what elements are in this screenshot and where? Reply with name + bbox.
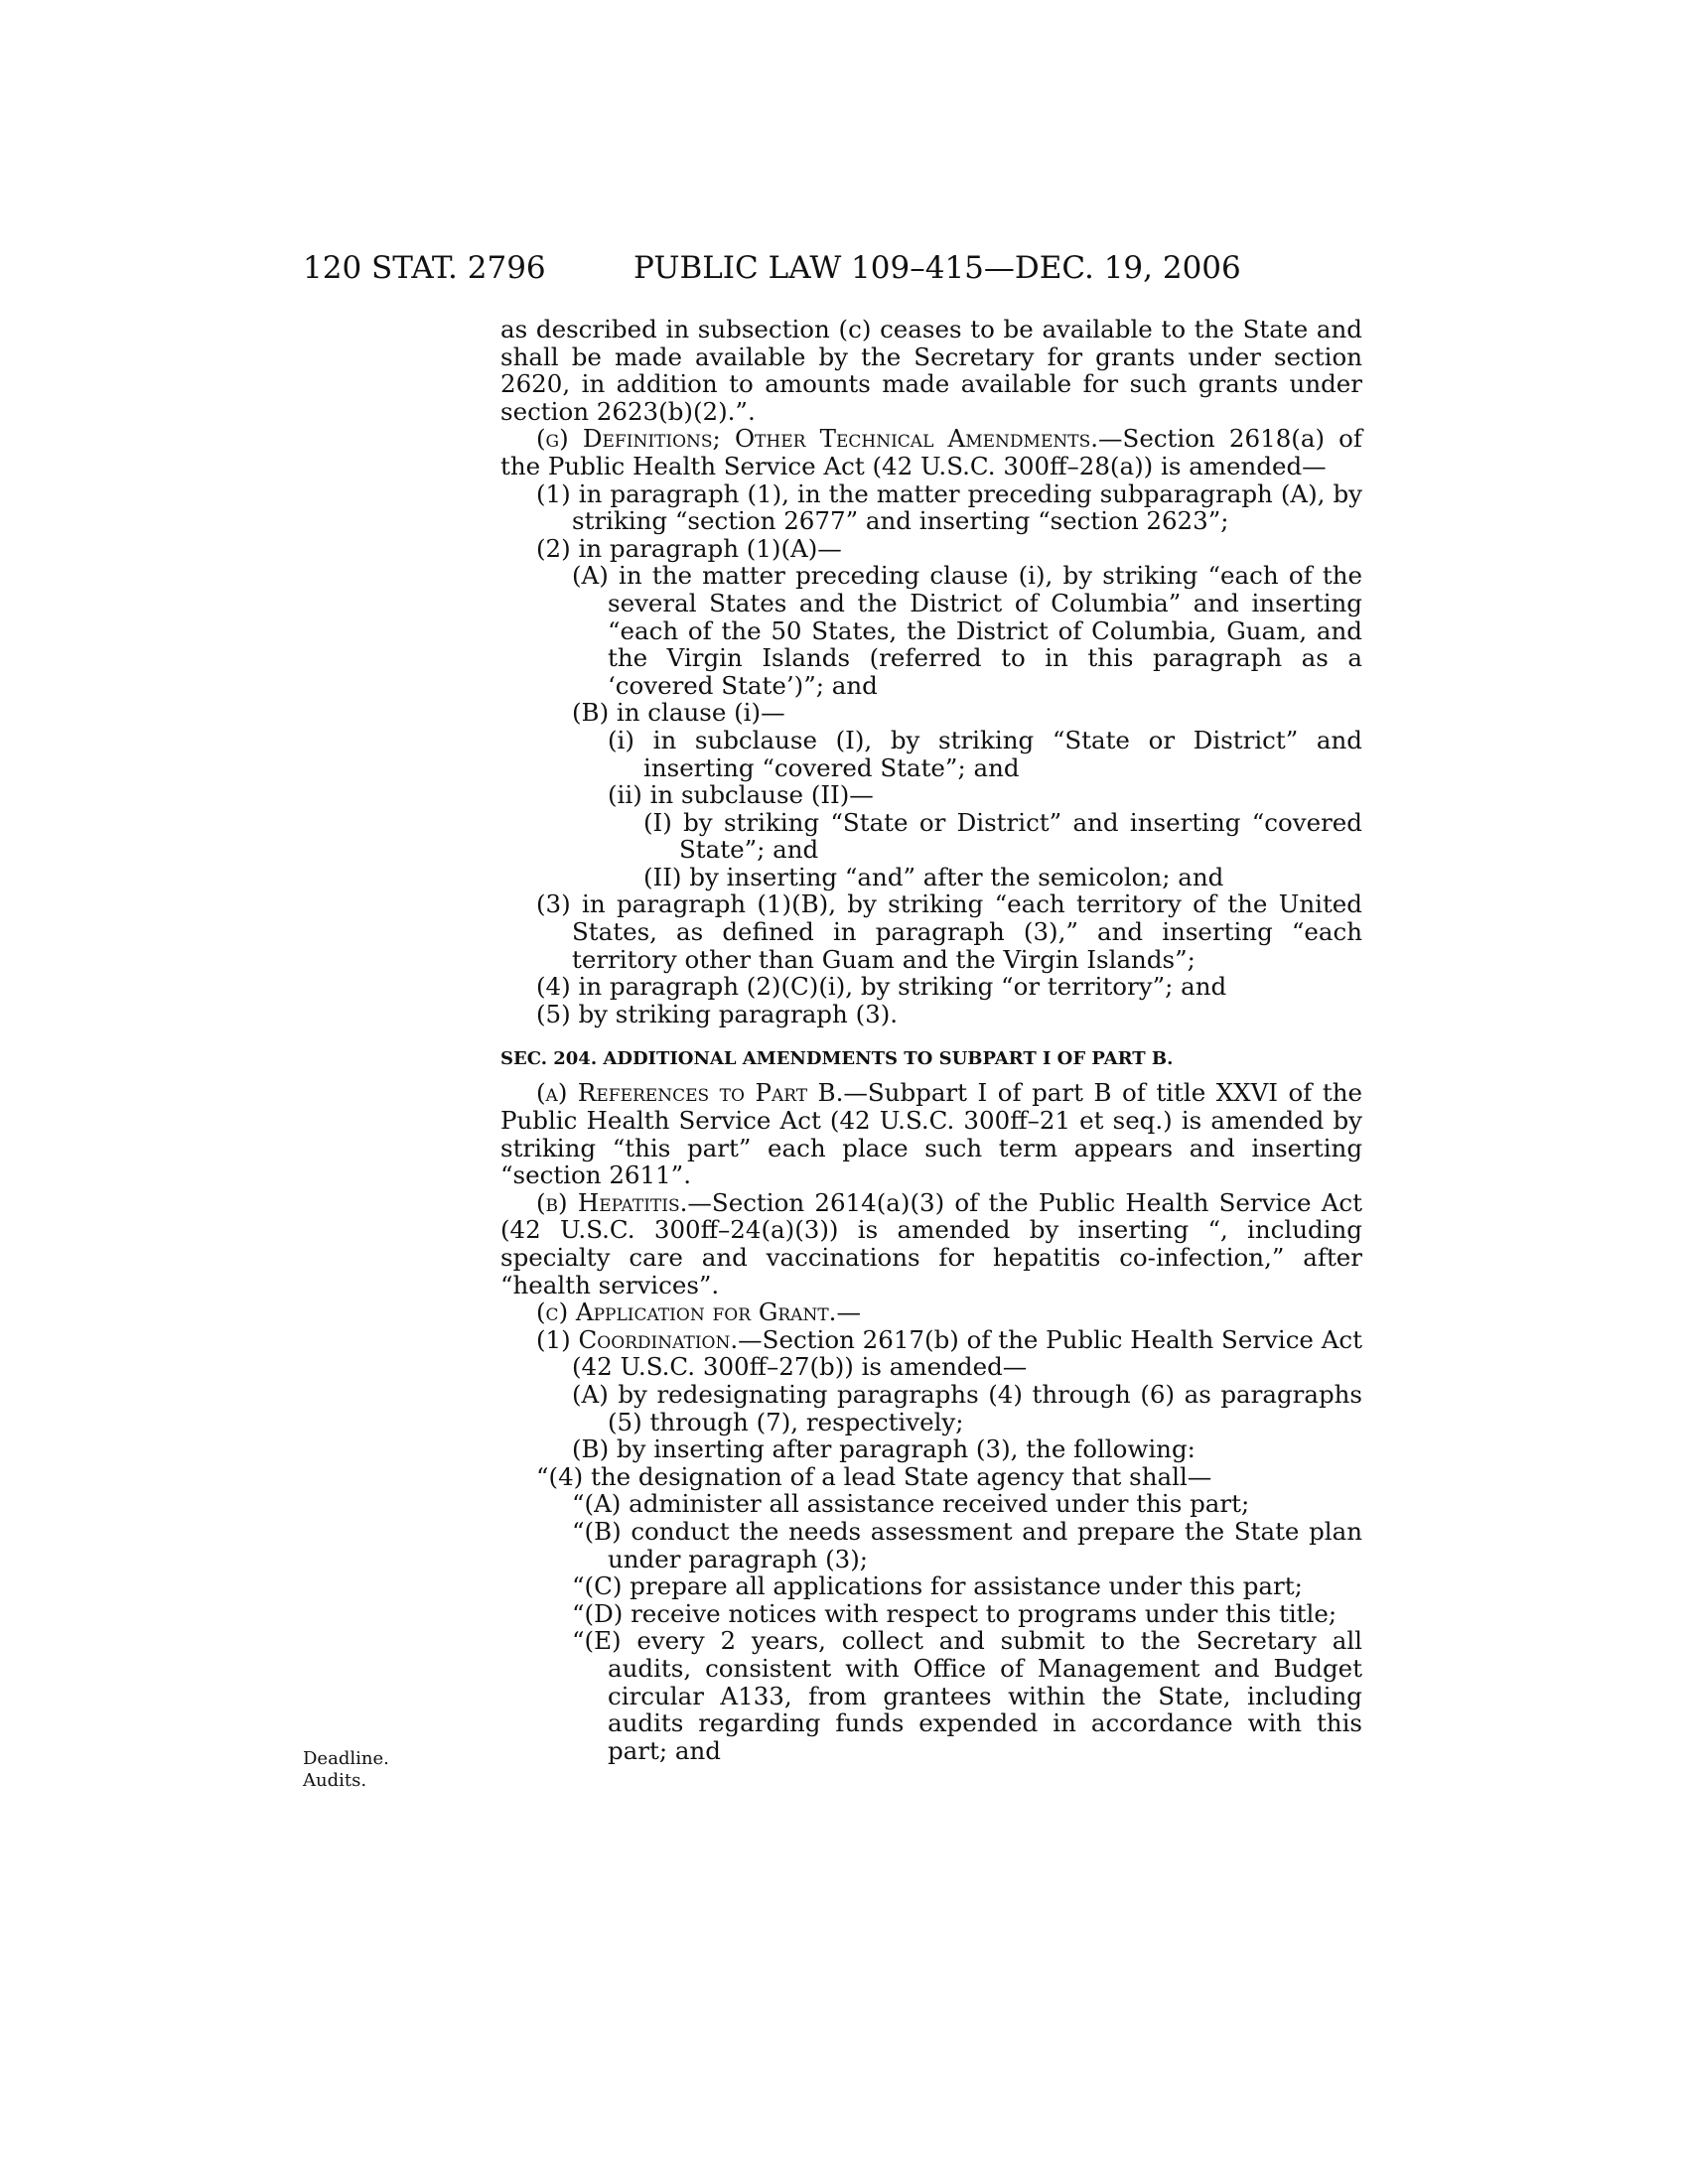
paragraph bbox=[500, 1001, 1362, 1028]
paragraph-text: (B) by inserting after paragraph (3), the following: bbox=[572, 1434, 1196, 1464]
paragraph-text: —Section 2614(a)(3) of the Public Health Service Act (42 U.S.C. 300ff–24(a)(3)) is amended by inserting “, including specialty care and vaccinations for hepatitis co-infection,” after “health services”. bbox=[500, 1187, 1362, 1299]
paragraph bbox=[500, 1572, 1362, 1600]
paragraph bbox=[500, 1326, 1362, 1381]
paragraph-text: “(C) prepare all applications for assistance under this part; bbox=[572, 1571, 1303, 1601]
paragraph bbox=[500, 864, 1362, 891]
paragraph-text: —Section 2617(b) of the Public Health Service Act (42 U.S.C. 300ff–27(b)) is amended— bbox=[572, 1324, 1362, 1382]
paragraph-text: (4) in paragraph (2)(C)(i), by striking “or territory”; and bbox=[536, 972, 1227, 1002]
paragraph-text: “(A) administer all assistance received under this part; bbox=[572, 1489, 1250, 1519]
paragraph-text: — bbox=[836, 1297, 861, 1327]
paragraph bbox=[500, 1189, 1362, 1298]
paragraph-text: (2) in paragraph (1)(A)— bbox=[536, 533, 842, 563]
paragraph-caption: (b) Hepatitis. bbox=[536, 1187, 688, 1217]
paragraph-text: (1) in paragraph (1), in the matter preceding subparagraph (A), by striking “section 2677” and inserting “section 2623”; bbox=[536, 478, 1362, 536]
paragraph bbox=[500, 316, 1362, 425]
section-heading bbox=[500, 1047, 1362, 1071]
paragraph-text: “(D) receive notices with respect to programs under this title; bbox=[572, 1598, 1337, 1628]
paragraph bbox=[500, 890, 1362, 973]
paragraph-text: “(B) conduct the needs assessment and prepare the State plan under paragraph (3); bbox=[572, 1516, 1362, 1573]
paragraph-text: as described in subsection (c) ceases to be available to the State and shall be made available by the Secretary for grants under section 2620, in addition to amounts made available for such grants under section 2623(b)(2).”. bbox=[500, 315, 1362, 426]
body-text bbox=[500, 316, 1362, 1764]
paragraph bbox=[500, 1435, 1362, 1463]
paragraph-text: “(E) every 2 years, collect and submit to the Secretary all audits, consistent with Office of Management and Budget circular A133, from grantees within the State, including audits regarding funds expended in accordance with this part; and bbox=[572, 1626, 1362, 1765]
paragraph bbox=[500, 1463, 1362, 1491]
paragraph bbox=[500, 809, 1362, 864]
paragraph-text: SEC. 204. ADDITIONAL AMENDMENTS TO SUBPART I OF PART B. bbox=[500, 1048, 1174, 1070]
running-header: PUBLIC LAW 109–415—DEC. 19, 2006 bbox=[633, 250, 1241, 286]
paragraph-caption: (a) References to Part B. bbox=[536, 1078, 844, 1108]
paragraph-caption: (1) Coordination. bbox=[536, 1324, 739, 1354]
paragraph-text: “(4) the designation of a lead State agency that shall— bbox=[536, 1461, 1212, 1491]
paragraph-caption: (g) Definitions; Other Technical Amendments. bbox=[536, 424, 1099, 454]
paragraph bbox=[500, 1079, 1362, 1188]
paragraph bbox=[500, 535, 1362, 563]
paragraph-text: (I) by striking “State or District” and inserting “covered State”; and bbox=[643, 807, 1362, 865]
paragraph bbox=[500, 727, 1362, 781]
margin-note: Deadline. bbox=[303, 1748, 389, 1769]
paragraph-text: (A) by redesignating paragraphs (4) through (6) as paragraphs (5) through (7), respectively; bbox=[572, 1379, 1362, 1436]
paragraph bbox=[500, 1627, 1362, 1764]
margin-note: Audits. bbox=[303, 1770, 367, 1791]
paragraph-text: (ii) in subclause (II)— bbox=[608, 780, 874, 810]
paragraph-caption: (c) Application for Grant. bbox=[536, 1297, 837, 1327]
paragraph-text: (5) by striking paragraph (3). bbox=[536, 999, 899, 1028]
paragraph bbox=[500, 1298, 1362, 1326]
statute-page-number: 120 STAT. 2796 bbox=[303, 250, 546, 286]
paragraph bbox=[500, 562, 1362, 699]
paragraph bbox=[500, 1490, 1362, 1518]
paragraph-text: (B) in clause (i)— bbox=[572, 698, 785, 728]
paragraph bbox=[500, 973, 1362, 1001]
paragraph bbox=[500, 425, 1362, 479]
paragraph bbox=[500, 699, 1362, 727]
paragraph bbox=[500, 1381, 1362, 1435]
paragraph-text: (II) by inserting “and” after the semicolon; and bbox=[643, 862, 1224, 891]
paragraph-text: (A) in the matter preceding clause (i), by striking “each of the several States and the District of Columbia” and inserting “each of the 50 States, the District of Columbia, Guam, and the Virgin Islands (referred to in this paragraph as a ‘covered State’)”; and bbox=[572, 561, 1362, 700]
paragraph-text: (3) in paragraph (1)(B), by striking “each territory of the United States, as defined in paragraph (3),” and inserting “each territory other than Guam and the Virgin Islands”; bbox=[536, 889, 1362, 974]
paragraph-text: —Subpart I of part B of title XXVI of the Public Health Service Act (42 U.S.C. 300ff–21 et seq.) is amended by striking “this part” each place such term appears and inserting “section 2611”. bbox=[500, 1078, 1362, 1190]
paragraph bbox=[500, 781, 1362, 809]
paragraph-text: —Section 2618(a) of the Public Health Service Act (42 U.S.C. 300ff–28(a)) is amended— bbox=[500, 424, 1362, 480]
paragraph-text: (i) in subclause (I), by striking “State or District” and inserting “covered State”; and bbox=[608, 725, 1362, 782]
margin-notes bbox=[303, 1748, 389, 1792]
paragraph bbox=[500, 480, 1362, 535]
paragraph bbox=[500, 1518, 1362, 1572]
paragraph bbox=[500, 1600, 1362, 1628]
